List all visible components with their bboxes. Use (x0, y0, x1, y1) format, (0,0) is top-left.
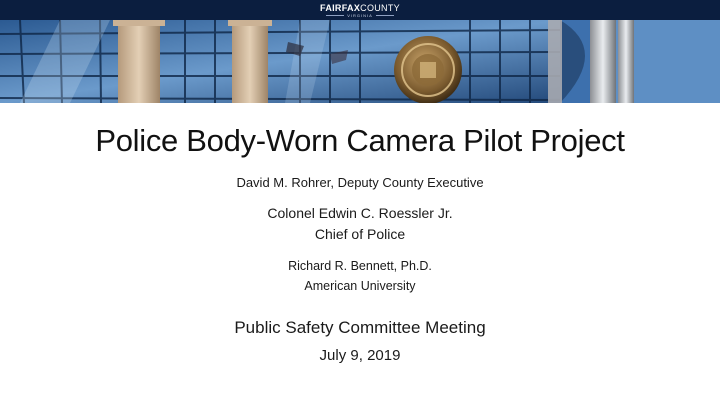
brand-secondary: COUNTY (360, 2, 400, 13)
presenter-3-name: Richard R. Bennett, Ph.D. (288, 259, 432, 273)
banner-building (0, 20, 720, 103)
brand-rule-right (376, 15, 394, 16)
meeting-name: Public Safety Committee Meeting (234, 318, 486, 337)
brand-subtitle (326, 13, 394, 18)
brand-sub-text: VIRGINIA (347, 12, 373, 18)
brand-primary: FAIRFAX (320, 2, 361, 13)
county-seal-icon (394, 36, 462, 103)
banner-image (0, 20, 720, 103)
presenter-2-name: Colonel Edwin C. Roessler Jr. (267, 205, 453, 221)
brand-logo (320, 3, 400, 13)
presenter-1: David M. Rohrer, Deputy County Executive (236, 175, 484, 190)
brand-bar (0, 0, 720, 20)
meeting-date: July 9, 2019 (319, 347, 401, 364)
slide-title: Police Body-Worn Camera Pilot Project (95, 123, 625, 158)
brand-rule-left (326, 15, 344, 16)
presenter-3-org: American University (304, 279, 416, 293)
presenter-2-role: Chief of Police (314, 226, 406, 242)
slide-content (0, 103, 720, 405)
